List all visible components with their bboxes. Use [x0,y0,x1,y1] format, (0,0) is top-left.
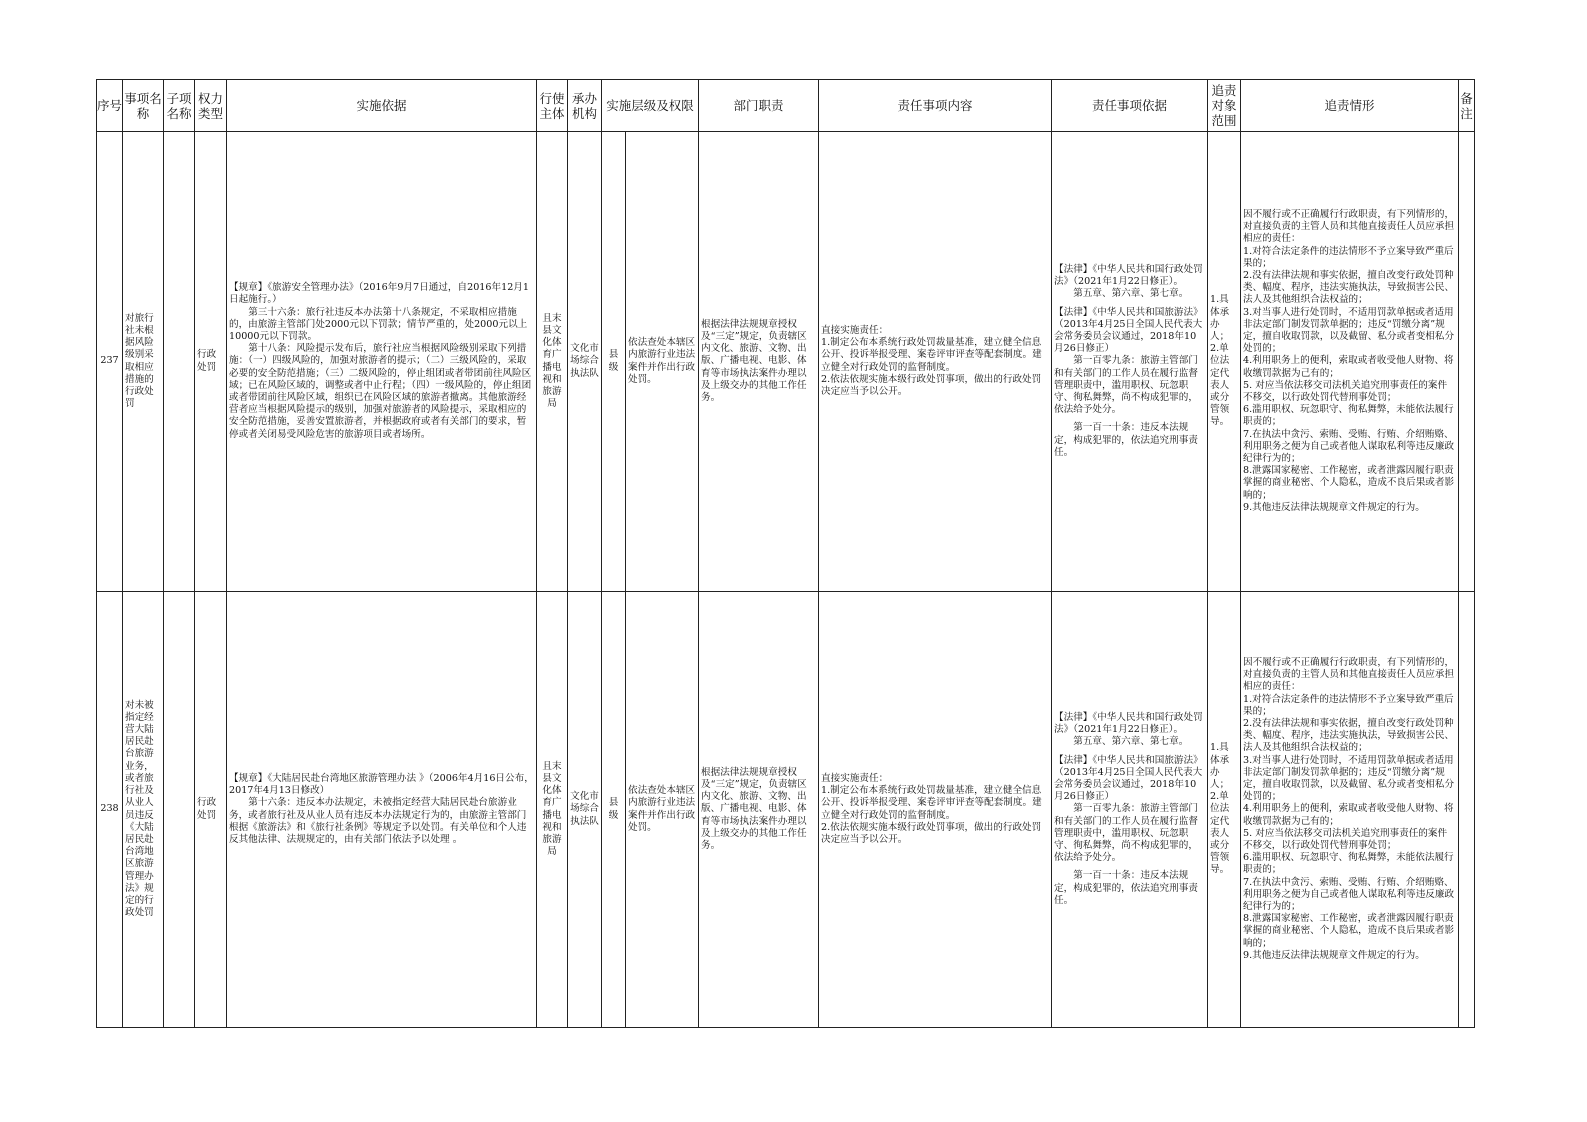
resp-basis-article110: 第一百一十条：违反本法规定，构成犯罪的，依法追究刑事责任。 [1054,422,1198,458]
cell-subject: 且末县文化体育广播电视和旅游局 [537,132,568,592]
resp-basis-law1: 【法律】《中华人民共和国行政处罚法》（2021年1月22日修正）。 [1054,711,1203,736]
cell-power-type: 行政处罚 [195,132,227,592]
resp-basis-chapters: 第五章、第六章、第七章。 [1073,288,1189,300]
header-sub-item: 子项名称 [164,80,195,132]
header-subject: 行使主体 [537,80,568,132]
header-scope: 追责对象范围 [1208,80,1241,132]
resp-basis-chapters: 第五章、第六章、第七章。 [1073,736,1189,748]
header-organ: 承办机构 [568,80,602,132]
header-item-name: 事项名称 [123,80,164,132]
header-basis: 实施依据 [227,80,537,132]
level-text: 县级 [608,349,619,373]
header-situation: 追责情形 [1241,80,1459,132]
basis-paragraph: 第十六条：违反本办法规定，未被指定经营大陆居民赴台旅游业务，或者旅行社及从业人员有违反本办法规定行为的，由旅游主管部门根据《旅游法》和《旅行社条例》等规定予以处罚。有关单位和个人违反其他法律、法规规定的，由有关部门依法予以处理 。 [229,797,527,845]
level-text: 县级 [608,797,619,821]
cell-level [602,592,626,1028]
cell-basis [227,592,537,1028]
cell-dept-duty: 根据法律法规规章授权及“三定”规定，负责辖区内文化、旅游、文物、出版、广播电视、电影、体育等市场执法案件办理以及上级交办的其他工作任务。 [699,132,819,592]
cell-level-power: 依法查处本辖区内旅游行业违法案件并作出行政处罚。 [626,132,699,592]
cell-level-power: 依法查处本辖区内旅游行业违法案件并作出行政处罚。 [626,592,699,1028]
cell-dept-duty: 根据法律法规规章授权及“三定”规定，负责辖区内文化、旅游、文物、出版、广播电视、电影、体育等市场执法案件办理以及上级交办的其他工作任务。 [699,592,819,1028]
resp-basis-article109: 第一百零九条：旅游主管部门和有关部门的工作人员在履行监督管理职责中，滥用职权、玩忽职守、徇私舞弊，尚不构成犯罪的，依法给予处分。 [1054,803,1198,864]
cell-basis [227,132,537,592]
header-resp-content: 责任事项内容 [819,80,1052,132]
header-dept-duty: 部门职责 [699,80,819,132]
cell-situation: 因不履行或不正确履行行政职责，有下列情形的，对直接负责的主管人员和其他直接责任人员应承担相应的责任： 1.对符合法定条件的违法情形不予立案导致严重后果的； 2.没有法律法规和事实依据，擅自改变行政处罚种类、幅度、程序，违法实施执法，导致损害公民、法人及其他组织合法权益的； 3.对当事人进行处罚时，不适用罚款单据或者适用非法定部门制发罚款单据的；违反“罚缴分离”规定，擅自收取罚款，以及截留、私分或者变相私分处罚的； 4.利用职务上的便利，索取或者收受他人财物、将收缴罚款据为己有的； 5. 对应当依法移交司法机关追究刑事责任的案件不移交，以行政处罚代替刑事处罚； 6.滥用职权、玩忽职守、徇私舞弊，未能依法履行职责的； 7.在执法中贪污、索贿、受贿、行贿、介绍贿赂、利用职务之便为自己或者他人谋取私利等违反廉政纪律行为的； 8.泄露国家秘密、工作秘密，或者泄露因履行职责掌握的商业秘密、个人隐私，造成不良后果或者影响的； 9.其他违反法律法规规章文件规定的行为。 [1241,592,1459,1028]
cell-resp-basis [1052,592,1208,1028]
cell-organ: 文化市场综合执法队 [568,132,602,592]
header-level: 实施层级及权限 [602,80,699,132]
basis-paragraph: 第三十六条：旅行社违反本办法第十八条规定，不采取相应措施的，由旅游主管部门处2000元以下罚款；情节严重的，处2000元以上10000元以下罚款。 [229,306,528,342]
table-row [97,132,1475,592]
cell-seq: 238 [97,592,123,1028]
basis-title: 【规章】《旅游安全管理办法》（2016年9月7日通过，自2016年12月1日起施行。） [229,282,529,306]
resp-basis-law1: 【法律】《中华人民共和国行政处罚法》（2021年1月22日修正）。 [1054,263,1203,288]
cell-scope: 1.具体承办人； 2.单位法定代表人或分管领导。 [1208,592,1241,1028]
cell-seq: 237 [97,132,123,592]
cell-resp-content: 直接实施责任： 1.制定公布本系统行政处罚裁量基准，建立健全信息公开、投诉举报受理、案卷评审评查等配套制度。建立健全对行政处罚的监督制度。 2.依法依规实施本级行政处罚事项，做出的行政处罚决定应当予以公开。 [819,132,1052,592]
cell-remark [1459,592,1475,1028]
header-row [97,80,1475,132]
cell-item-name: 对旅行社未根据风险级别采取相应措施的行政处罚 [123,132,164,592]
table-row [97,592,1475,1028]
basis-paragraph: 第十八条：风险提示发布后，旅行社应当根据风险级别采取下列措施：（一）四级风险的，加强对旅游者的提示；（二）三级风险的，采取必要的安全防范措施；（三）二级风险的，停止组团或者带团前往风险区域；已在风险区域的，调整或者中止行程；（四）一级风险的，停止组团或者带团前往风险区域，组织已在风险区域的旅游者撤离。其他旅游经营者应当根据风险提示的级别，加强对旅游者的风险提示，采取相应的安全防范措施，妥善安置旅游者，并根据政府或者有关部门的要求，暂停或者关闭易受风险危害的旅游项目或者场所。 [229,343,532,440]
cell-power-type: 行政处罚 [195,592,227,1028]
cell-situation: 因不履行或不正确履行行政职责，有下列情形的，对直接负责的主管人员和其他直接责任人员应承担相应的责任： 1.对符合法定条件的违法情形不予立案导致严重后果的； 2.没有法律法规和事实依据，擅自改变行政处罚种类、幅度、程序，违法实施执法，导致损害公民、法人及其他组织合法权益的； 3.对当事人进行处罚时，不适用罚款单据或者适用非法定部门制发罚款单据的；违反“罚缴分离”规定，擅自收取罚款，以及截留、私分或者变相私分处罚的； 4.利用职务上的便利，索取或者收受他人财物、将收缴罚款据为己有的； 5. 对应当依法移交司法机关追究刑事责任的案件不移交，以行政处罚代替刑事处罚； 6.滥用职权、玩忽职守、徇私舞弊，未能依法履行职责的； 7.在执法中贪污、索贿、受贿、行贿、介绍贿赂、利用职务之便为自己或者他人谋取私利等违反廉政纪律行为的； 8.泄露国家秘密、工作秘密，或者泄露因履行职责掌握的商业秘密、个人隐私，造成不良后果或者影响的； 9.其他违反法律法规规章文件规定的行为。 [1241,132,1459,592]
resp-basis-law2: 【法律】《中华人民共和国旅游法》（2013年4月25日全国人民代表大会常务委员会议通过，2018年10月26日修正） [1054,754,1203,803]
cell-sub-item [164,132,195,592]
header-remark: 备注 [1459,80,1475,132]
cell-resp-basis [1052,132,1208,592]
resp-basis-article110: 第一百一十条：违反本法规定，构成犯罪的，依法追究刑事责任。 [1054,870,1198,906]
header-power-type: 权力类型 [195,80,227,132]
cell-organ: 文化市场综合执法队 [568,592,602,1028]
cell-subject: 且末县文化体育广播电视和旅游局 [537,592,568,1028]
cell-item-name: 对未被指定经营大陆居民赴台旅游业务，或者旅行社及从业人员违反《大陆居民赴台湾地区旅游管理办法》规定的行政处罚 [123,592,164,1028]
cell-remark [1459,132,1475,592]
resp-basis-article109: 第一百零九条：旅游主管部门和有关部门的工作人员在履行监督管理职责中，滥用职权、玩忽职守、徇私舞弊，尚不构成犯罪的，依法给予处分。 [1054,355,1198,416]
resp-basis-law2: 【法律】《中华人民共和国旅游法》（2013年4月25日全国人民代表大会常务委员会议通过，2018年10月26日修正） [1054,306,1203,355]
header-resp-basis: 责任事项依据 [1052,80,1208,132]
cell-resp-content: 直接实施责任： 1.制定公布本系统行政处罚裁量基准，建立健全信息公开、投诉举报受理、案卷评审评查等配套制度。建立健全对行政处罚的监督制度。 2.依法依规实施本级行政处罚事项，做出的行政处罚决定应当予以公开。 [819,592,1052,1028]
basis-title: 【规章】《大陆居民赴台湾地区旅游管理办法 》（2006年4月16日公布，2017年4月13日修改） [229,772,534,797]
cell-level [602,132,626,592]
cell-scope: 1.具体承办人； 2.单位法定代表人或分管领导。 [1208,132,1241,592]
accountability-table [96,79,1475,1028]
header-seq: 序号 [97,80,123,132]
cell-sub-item [164,592,195,1028]
